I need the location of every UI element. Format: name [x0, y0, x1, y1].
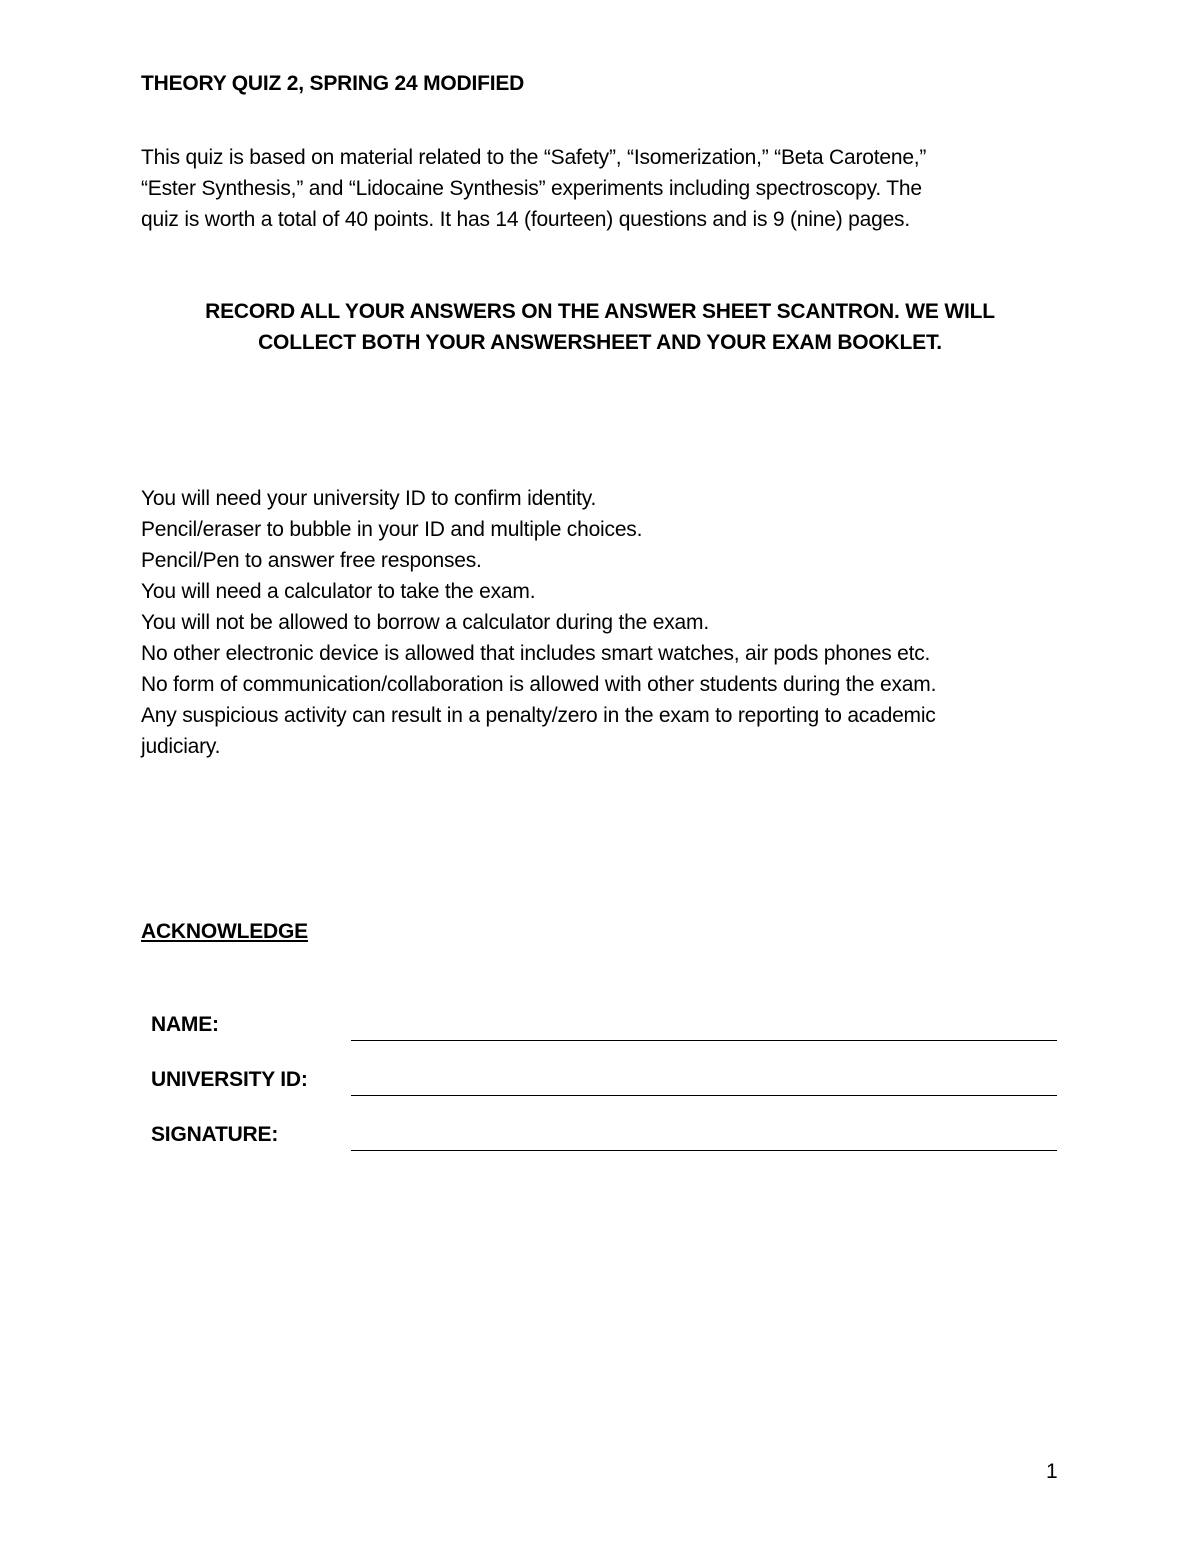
- name-field[interactable]: [351, 1040, 1057, 1041]
- rule-line: Pencil/eraser to bubble in your ID and multiple choices.: [141, 518, 643, 541]
- signature-field[interactable]: [351, 1150, 1057, 1151]
- intro-paragraph: [141, 142, 1061, 235]
- exam-rules: [141, 483, 1071, 762]
- name-field-row: [151, 1013, 1061, 1043]
- page-number: 1: [1046, 1460, 1058, 1483]
- name-label: NAME:: [151, 1013, 219, 1036]
- university-id-field-row: [151, 1068, 1061, 1098]
- answer-sheet-notice: [100, 296, 1100, 358]
- notice-line: RECORD ALL YOUR ANSWERS ON THE ANSWER SHEET SCANTRON. WE WILL: [205, 300, 995, 323]
- quiz-title: THEORY QUIZ 2, SPRING 24 MODIFIED: [141, 72, 525, 95]
- intro-line: This quiz is based on material related to the “Safety”, “Isomerization,” “Beta Carotene,”: [141, 146, 927, 169]
- notice-line: COLLECT BOTH YOUR ANSWERSHEET AND YOUR EXAM BOOKLET.: [258, 331, 942, 354]
- rule-line: No form of communication/collaboration is allowed with other students during the exam.: [141, 673, 937, 696]
- acknowledge-heading: ACKNOWLEDGE: [141, 920, 308, 943]
- rule-line: Any suspicious activity can result in a penalty/zero in the exam to reporting to academic: [141, 704, 936, 727]
- signature-label: SIGNATURE:: [151, 1123, 279, 1146]
- rule-line: No other electronic device is allowed that includes smart watches, air pods phones etc.: [141, 642, 931, 665]
- rule-line: judiciary.: [141, 735, 221, 758]
- rule-line: You will need your university ID to confirm identity.: [141, 487, 597, 510]
- university-id-label: UNIVERSITY ID:: [151, 1068, 308, 1091]
- rule-line: You will not be allowed to borrow a calculator during the exam.: [141, 611, 709, 634]
- signature-field-row: [151, 1123, 1061, 1153]
- rule-line: Pencil/Pen to answer free responses.: [141, 549, 482, 572]
- rule-line: You will need a calculator to take the exam.: [141, 580, 536, 603]
- university-id-field[interactable]: [351, 1095, 1057, 1096]
- intro-line: quiz is worth a total of 40 points. It has 14 (fourteen) questions and is 9 (nine) pages.: [141, 208, 910, 231]
- intro-line: “Ester Synthesis,” and “Lidocaine Synthesis” experiments including spectroscopy. The: [141, 177, 922, 200]
